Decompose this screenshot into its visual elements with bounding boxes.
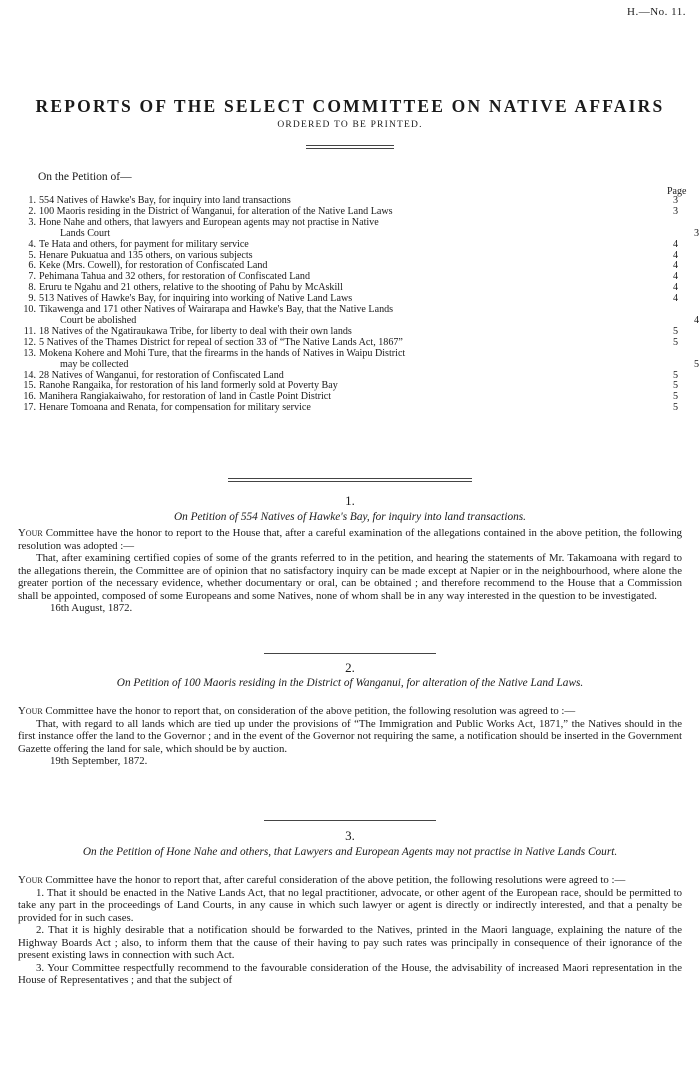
paragraph-lead: Your xyxy=(18,527,43,539)
paragraph-text: That, with regard to all lands which are tied up under the provisions of “The Immigration and Public Works Act, 1871,” the Natives should in the first instance offer the land to the Governor ; and in the event of the Governor not requiring the same, a notification should be inserted in the Government Gazette offering the land for sale, which should be by auction. xyxy=(18,717,682,755)
section-body xyxy=(18,527,682,615)
contents-item-page: 3 xyxy=(693,227,699,239)
paragraph-lead: Your xyxy=(18,874,43,886)
section-date: 19th September, 1872. xyxy=(50,755,148,767)
document-title: REPORTS OF THE SELECT COMMITTEE ON NATIVE AFFAIRS xyxy=(35,96,665,116)
contents-item-text: Tikawenga and 171 other Natives of Wairarapa and Hawke's Bay, that the Native Lands xyxy=(39,304,394,316)
contents-item-number: 4. xyxy=(28,238,36,250)
contents-item-text-cont: may be collected xyxy=(60,358,129,370)
contents-item-number: 16. xyxy=(23,391,36,403)
contents-item-number: 6. xyxy=(28,260,36,272)
contents-item-page: 3 xyxy=(672,205,678,217)
section-divider xyxy=(264,653,436,654)
contents-item-text: Eruru te Ngahu and 21 others, relative to the shooting of Pahu by McAskill xyxy=(39,282,343,294)
contents-item-number: 13. xyxy=(23,347,36,359)
contents-item-number: 15. xyxy=(23,380,36,392)
section-number: 2. xyxy=(345,660,355,675)
contents-item xyxy=(18,349,700,360)
contents-item-page: 5 xyxy=(693,358,699,370)
contents-item-page: 4 xyxy=(672,293,678,305)
contents-item-text-cont: Court be abolished xyxy=(60,314,137,326)
contents-item-text: 28 Natives of Wanganui, for restoration of Confiscated Land xyxy=(39,369,284,381)
section-paragraph: Your Committee have the honor to report that, on consideration of the above petition, the following resolution was agreed to :— xyxy=(18,705,576,717)
section-divider xyxy=(264,820,436,821)
contents-item-text: Manihera Rangiakaiwaho, for restoration of land in Castle Point District xyxy=(39,391,332,403)
section-heading: On Petition of 100 Maoris residing in the District of Wanganui, for alteration of the Native Land Laws. xyxy=(116,677,584,689)
contents-item-text: 5 Natives of the Thames District for repeal of section 33 of “The Native Lands Act, 1867” xyxy=(39,336,403,348)
contents-item-number: 5. xyxy=(28,249,36,261)
contents-item-number: 12. xyxy=(23,336,36,348)
contents-item-page: 5 xyxy=(672,380,678,392)
section-paragraph: 1. That it should be enacted in the Native Lands Act, that no legal practitioner, advocate, or other agent of the European race, should be permitted to take any part in the proceedings of Land Courts, in any cause in which such lawyer or agent is directly or indirectly interested, and that a penalty be provided for in such cases. xyxy=(18,886,682,924)
section-paragraph: That, after examining certified copies of some of the grants referred to in the petition, and hearing the statements of Mr. Takamoana with regard to the allegations therein, the Committee are of opinion that no satisfactory inquiry can be made except at Napier or in the neighbourhood, where alone the greater portion of the necessary evidence, whether documentary or oral, can be obtained ; and therefore recommend to the House that a Commission shall be appointed, composed of some Europeans and some Natives, none of whom shall be in any way interested in the question to be investigated. xyxy=(18,552,682,602)
contents-item-text-cont: Lands Court xyxy=(60,227,111,239)
section-body xyxy=(18,705,682,768)
contents-item-text: 513 Natives of Hawke's Bay, for inquiring into working of Native Land Laws xyxy=(39,293,353,305)
contents-item-text: Henare Pukuatua and 135 others, on various subjects xyxy=(39,249,253,261)
contents-item-page: 5 xyxy=(672,336,678,348)
contents-item-text: Pehimana Tahua and 32 others, for restoration of Confiscated Land xyxy=(39,271,310,283)
contents-item-page: 5 xyxy=(672,325,678,337)
contents-item-number: 8. xyxy=(28,282,36,294)
contents-item xyxy=(18,240,700,251)
contents-item-number: 2. xyxy=(28,205,36,217)
contents-item-text: Hone Nahe and others, that lawyers and European agents may not practise in Native xyxy=(39,216,379,228)
contents-item-text: Henare Tomoana and Renata, for compensation for military service xyxy=(39,402,311,414)
section-paragraph: 3. Your Committee respectfully recommend to the favourable consideration of the House, the advisability of increased Maori representation in the House of Representatives ; and that the subject of xyxy=(18,961,682,986)
paragraph-lead: Your xyxy=(18,705,43,717)
contents-item-text: 554 Natives of Hawke's Bay, for inquiry into land transactions xyxy=(39,195,291,206)
page-number: H.—No. 11. xyxy=(627,6,686,18)
section-paragraph: 2. That it is highly desirable that a notification should be forwarded to the Natives, printed in the Maori language, explaining the nature of the Highway Boards Act ; also, to inform them that the cause of their having to pay such rates was principally in consequence of their ignorance of the present existing laws in connection with such Act. xyxy=(18,924,682,961)
contents-item-page: 4 xyxy=(672,282,678,294)
page-column-label: Page xyxy=(667,186,687,197)
contents-item-text: 100 Maoris residing in the District of Wanganui, for alteration of the Native Land Laws xyxy=(39,205,393,217)
contents-item xyxy=(18,403,700,414)
contents-item-text: 18 Natives of the Ngatiraukawa Tribe, for liberty to deal with their own lands xyxy=(39,325,352,337)
contents-item-number: 17. xyxy=(23,402,36,414)
contents-item-text: Mokena Kohere and Mohi Ture, that the firearms in the hands of Natives in Waipu District xyxy=(39,347,406,359)
section-number: 1. xyxy=(345,493,355,508)
section-paragraph: Your Committee have the honor to report that, after careful consideration of the above petition, the following resolutions were agreed to :— xyxy=(18,874,626,886)
contents-item-page: 4 xyxy=(672,238,678,250)
contents-item xyxy=(18,218,700,229)
contents-item-continuation xyxy=(18,360,700,371)
petition-intro: On the Petition of— xyxy=(38,171,132,183)
contents-item-page: 5 xyxy=(672,369,678,381)
contents-item-number: 1. xyxy=(28,195,36,206)
section-number: 3. xyxy=(345,828,355,843)
contents-item-page: 5 xyxy=(672,402,678,414)
section-date: 16th August, 1872. xyxy=(50,602,133,614)
contents-item-number: 10. xyxy=(23,304,36,316)
section-paragraph: Your Committee have the honor to report to the House that, after a careful examination of the allegations contained in the above petition, the following resolution was adopted :— xyxy=(18,527,682,552)
contents-item-page: 4 xyxy=(672,271,678,283)
contents-item-page: 3 xyxy=(672,195,678,206)
document-subtitle: ORDERED TO BE PRINTED. xyxy=(277,120,423,130)
contents-item-page: 4 xyxy=(672,249,678,261)
contents-item-number: 7. xyxy=(28,271,36,283)
contents-item-continuation xyxy=(18,229,700,240)
contents-item-text: Keke (Mrs. Cowell), for restoration of Confiscated Land xyxy=(39,260,268,272)
contents-item-page: 4 xyxy=(693,314,699,326)
contents-item-page: 5 xyxy=(672,391,678,403)
contents-list xyxy=(18,196,700,414)
contents-item-text: Te Hata and others, for payment for military service xyxy=(39,238,249,250)
title-divider xyxy=(306,145,394,149)
contents-divider xyxy=(228,478,472,482)
section-heading: On the Petition of Hone Nahe and others, that Lawyers and European Agents may not practise in Native Lands Court. xyxy=(82,846,618,858)
contents-item-number: 14. xyxy=(23,369,36,381)
contents-item-number: 3. xyxy=(28,216,36,228)
contents-item-text: Ranohe Rangaika, for restoration of his land formerly sold at Poverty Bay xyxy=(39,380,338,392)
section-body xyxy=(18,874,682,987)
section-heading: On Petition of 554 Natives of Hawke's Bay, for inquiry into land transactions. xyxy=(174,511,526,523)
contents-item-number: 11. xyxy=(23,325,36,337)
contents-item-number: 9. xyxy=(28,293,36,305)
section-paragraph xyxy=(18,718,682,756)
contents-item-page: 4 xyxy=(672,260,678,272)
